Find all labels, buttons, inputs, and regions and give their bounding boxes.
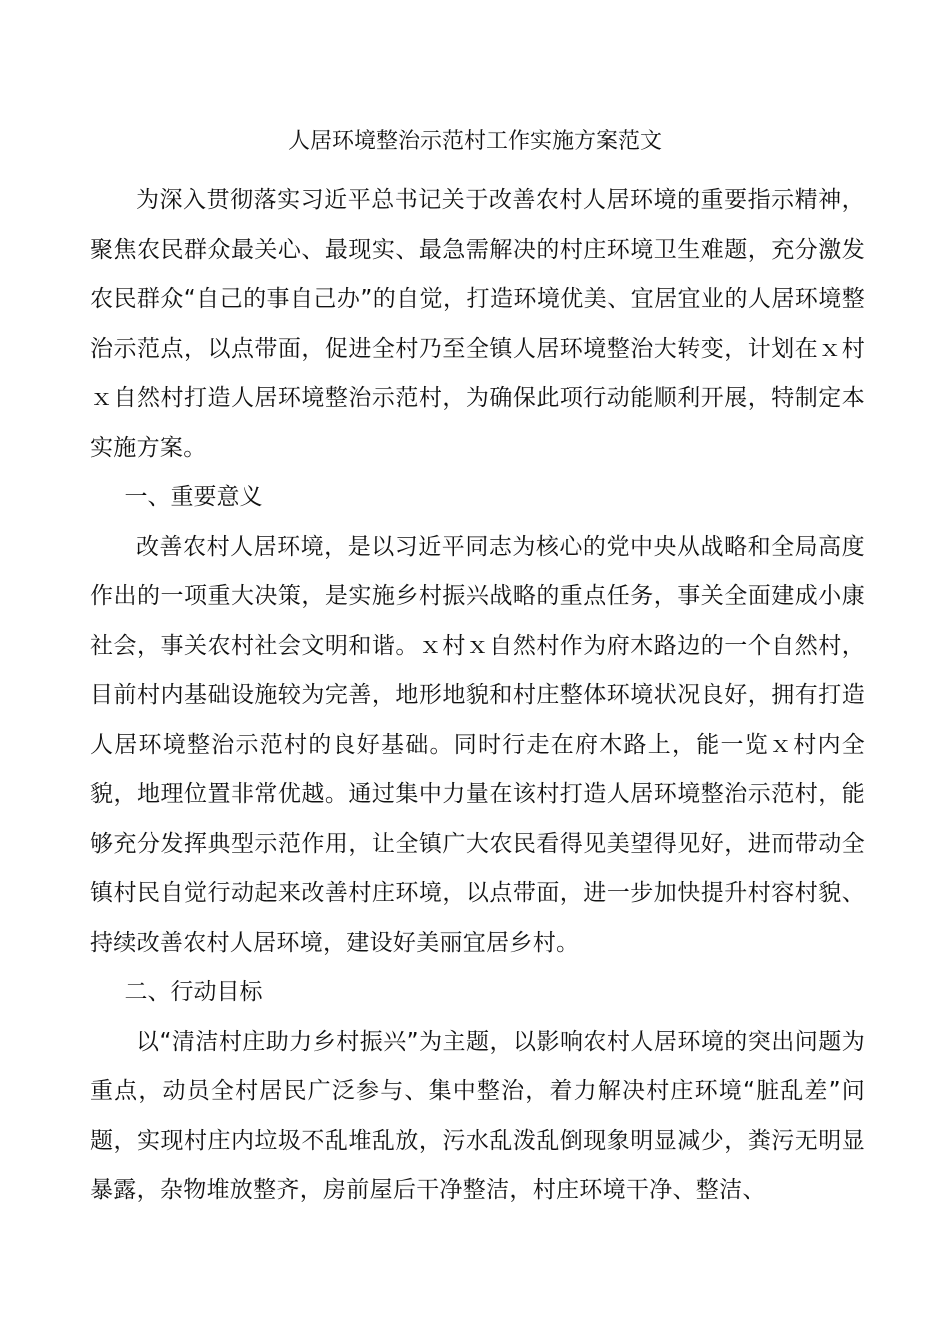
section-paragraph-goals: 以“清洁村庄助力乡村振兴”为主题，以影响农村人居环境的突出问题为重点，动员全村居民广泛参与、集中整治，着力解决村庄环境“脏乱差”问题，实现村庄内垃圾不乱堆乱放，污水乱泼乱倒现象明显减少，粪污无明显暴露，杂物堆放整齐，房前屋后干净整洁，村庄环境干净、整洁、 bbox=[90, 1028, 865, 1203]
section-paragraph-significance: 改善农村人居环境，是以习近平同志为核心的党中央从战略和全局高度作出的一项重大决策，是实施乡村振兴战略的重点任务，事关全面建成小康社会，事关农村社会文明和谐。ｘ村ｘ自然村作为府木路边的一个自然村，目前村内基础设施较为完善，地形地貌和村庄整体环境状况良好，拥有打造人居环境整治示范村的良好基础。同时行走在府木路上，能一览ｘ村内全貌，地理位置非常优越。通过集中力量在该村打造人居环境整治示范村，能够充分发挥典型示范作用，让全镇广大农民看得见美望得见好，进而带动全镇村民自觉行动起来改善村庄环境，以点带面，进一步加快提升村容村貌、持续改善农村人居环境，建设好美丽宜居乡村。 bbox=[90, 533, 865, 956]
section-heading-goals: 二、行动目标 bbox=[124, 979, 263, 1005]
intro-paragraph: 为深入贯彻落实习近平总书记关于改善农村人居环境的重要指示精神，聚焦农民群众最关心、最现实、最急需解决的村庄环境卫生难题，充分激发农民群众“自己的事自己办”的自觉，打造环境优美、宜居宜业的人居环境整治示范点，以点带面，促进全村乃至全镇人居环境整治大转变，计划在ｘ村ｘ自然村打造人居环境整治示范村，为确保此项行动能顺利开展，特制定本实施方案。 bbox=[90, 187, 865, 461]
document-title: 人居环境整治示范村工作实施方案范文 bbox=[287, 129, 662, 154]
document-body bbox=[90, 176, 865, 1216]
section-heading-significance: 一、重要意义 bbox=[124, 484, 263, 510]
